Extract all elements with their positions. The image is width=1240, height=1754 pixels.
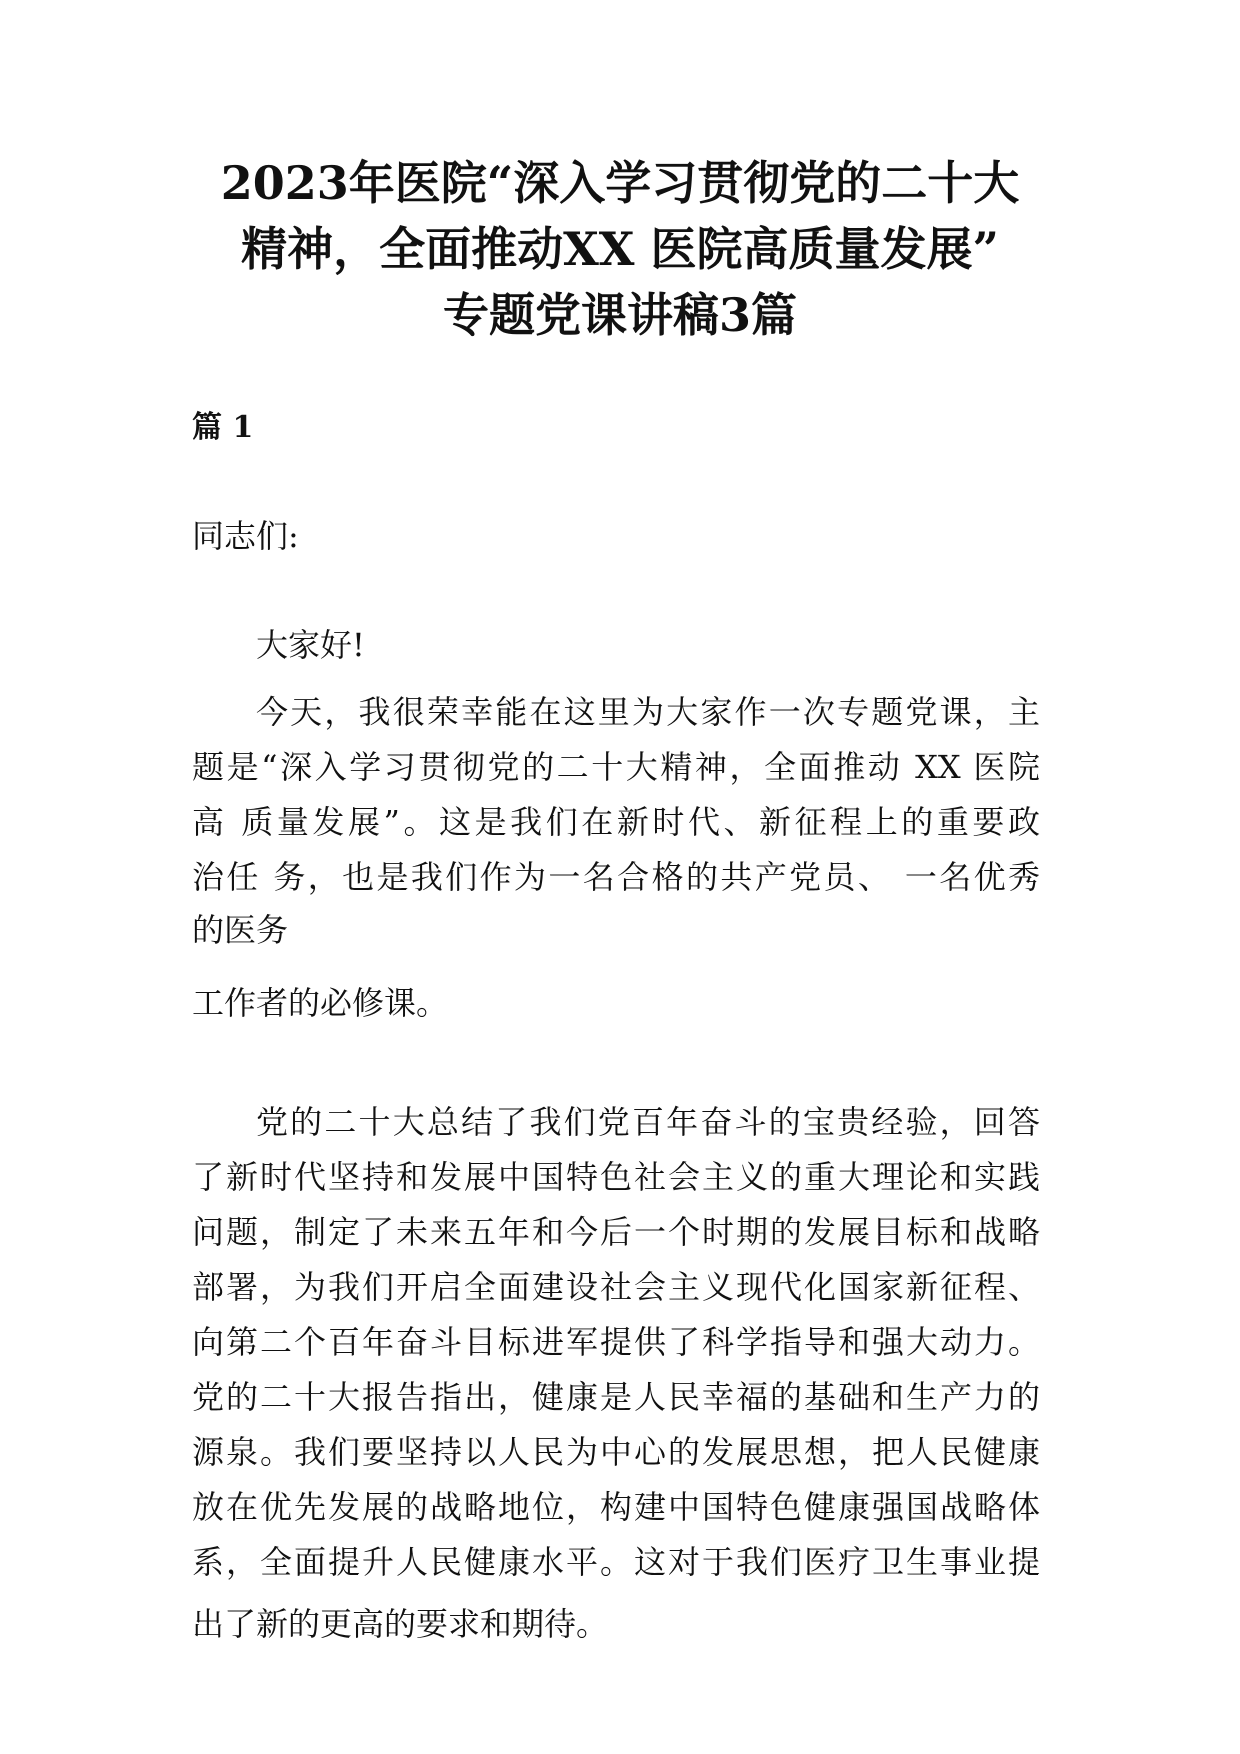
paragraph-1-line: 今天，我很荣幸能在这里为大家作一次专题党课，主: [256, 693, 1040, 731]
paragraph-2-line: 系，全面提升人民健康水平。这对于我们医疗卫生事业提: [192, 1543, 1040, 1581]
paragraph-2-line: 党的二十大报告指出，健康是人民幸福的基础和生产力的: [192, 1378, 1040, 1416]
paragraph-2-line: 了新时代坚持和发展中国特色社会主义的重大理论和实践: [192, 1158, 1040, 1196]
paragraph-1-line: 的医务: [192, 911, 289, 949]
document-title-line-2: 精神，全面推动XX 医院高质量发展”: [241, 222, 999, 276]
paragraph-2-line: 党的二十大总结了我们党百年奋斗的宝贵经验，回答: [256, 1103, 1040, 1141]
paragraph-2-line: 放在优先发展的战略地位，构建中国特色健康强国战略体: [192, 1488, 1040, 1526]
paragraph-2-line: 问题，制定了未来五年和今后一个时期的发展目标和战略: [192, 1213, 1040, 1251]
paragraph-2-line: 向第二个百年奋斗目标进军提供了科学指导和强大动力。: [192, 1323, 1040, 1361]
paragraph-1-line: 治任 务，也是我们作为一名合格的共产党员、 一名优秀: [192, 858, 1040, 896]
document-title-line-1: 2023年医院“深入学习贯彻党的二十大: [220, 156, 1020, 210]
document-title-line-3: 专题党课讲稿3篇: [442, 288, 797, 342]
paragraph-1-line: 高 质量发展”。这是我们在新时代、新征程上的重要政: [192, 803, 1040, 841]
paragraph-1-line: 题是“深入学习贯彻党的二十大精神，全面推动 XX 医院: [192, 748, 1040, 786]
salutation: 同志们:: [192, 517, 299, 555]
paragraph-1-line: 工作者的必修课。: [192, 984, 449, 1022]
section-heading: 篇 1: [192, 410, 254, 445]
paragraph-2-line: 部署，为我们开启全面建设社会主义现代化国家新征程、: [192, 1268, 1040, 1306]
paragraph-2-line: 源泉。我们要坚持以人民为中心的发展思想，把人民健康: [192, 1433, 1040, 1471]
paragraph-2-line: 出了新的更高的要求和期待。: [192, 1605, 609, 1643]
greeting: 大家好!: [256, 626, 365, 664]
